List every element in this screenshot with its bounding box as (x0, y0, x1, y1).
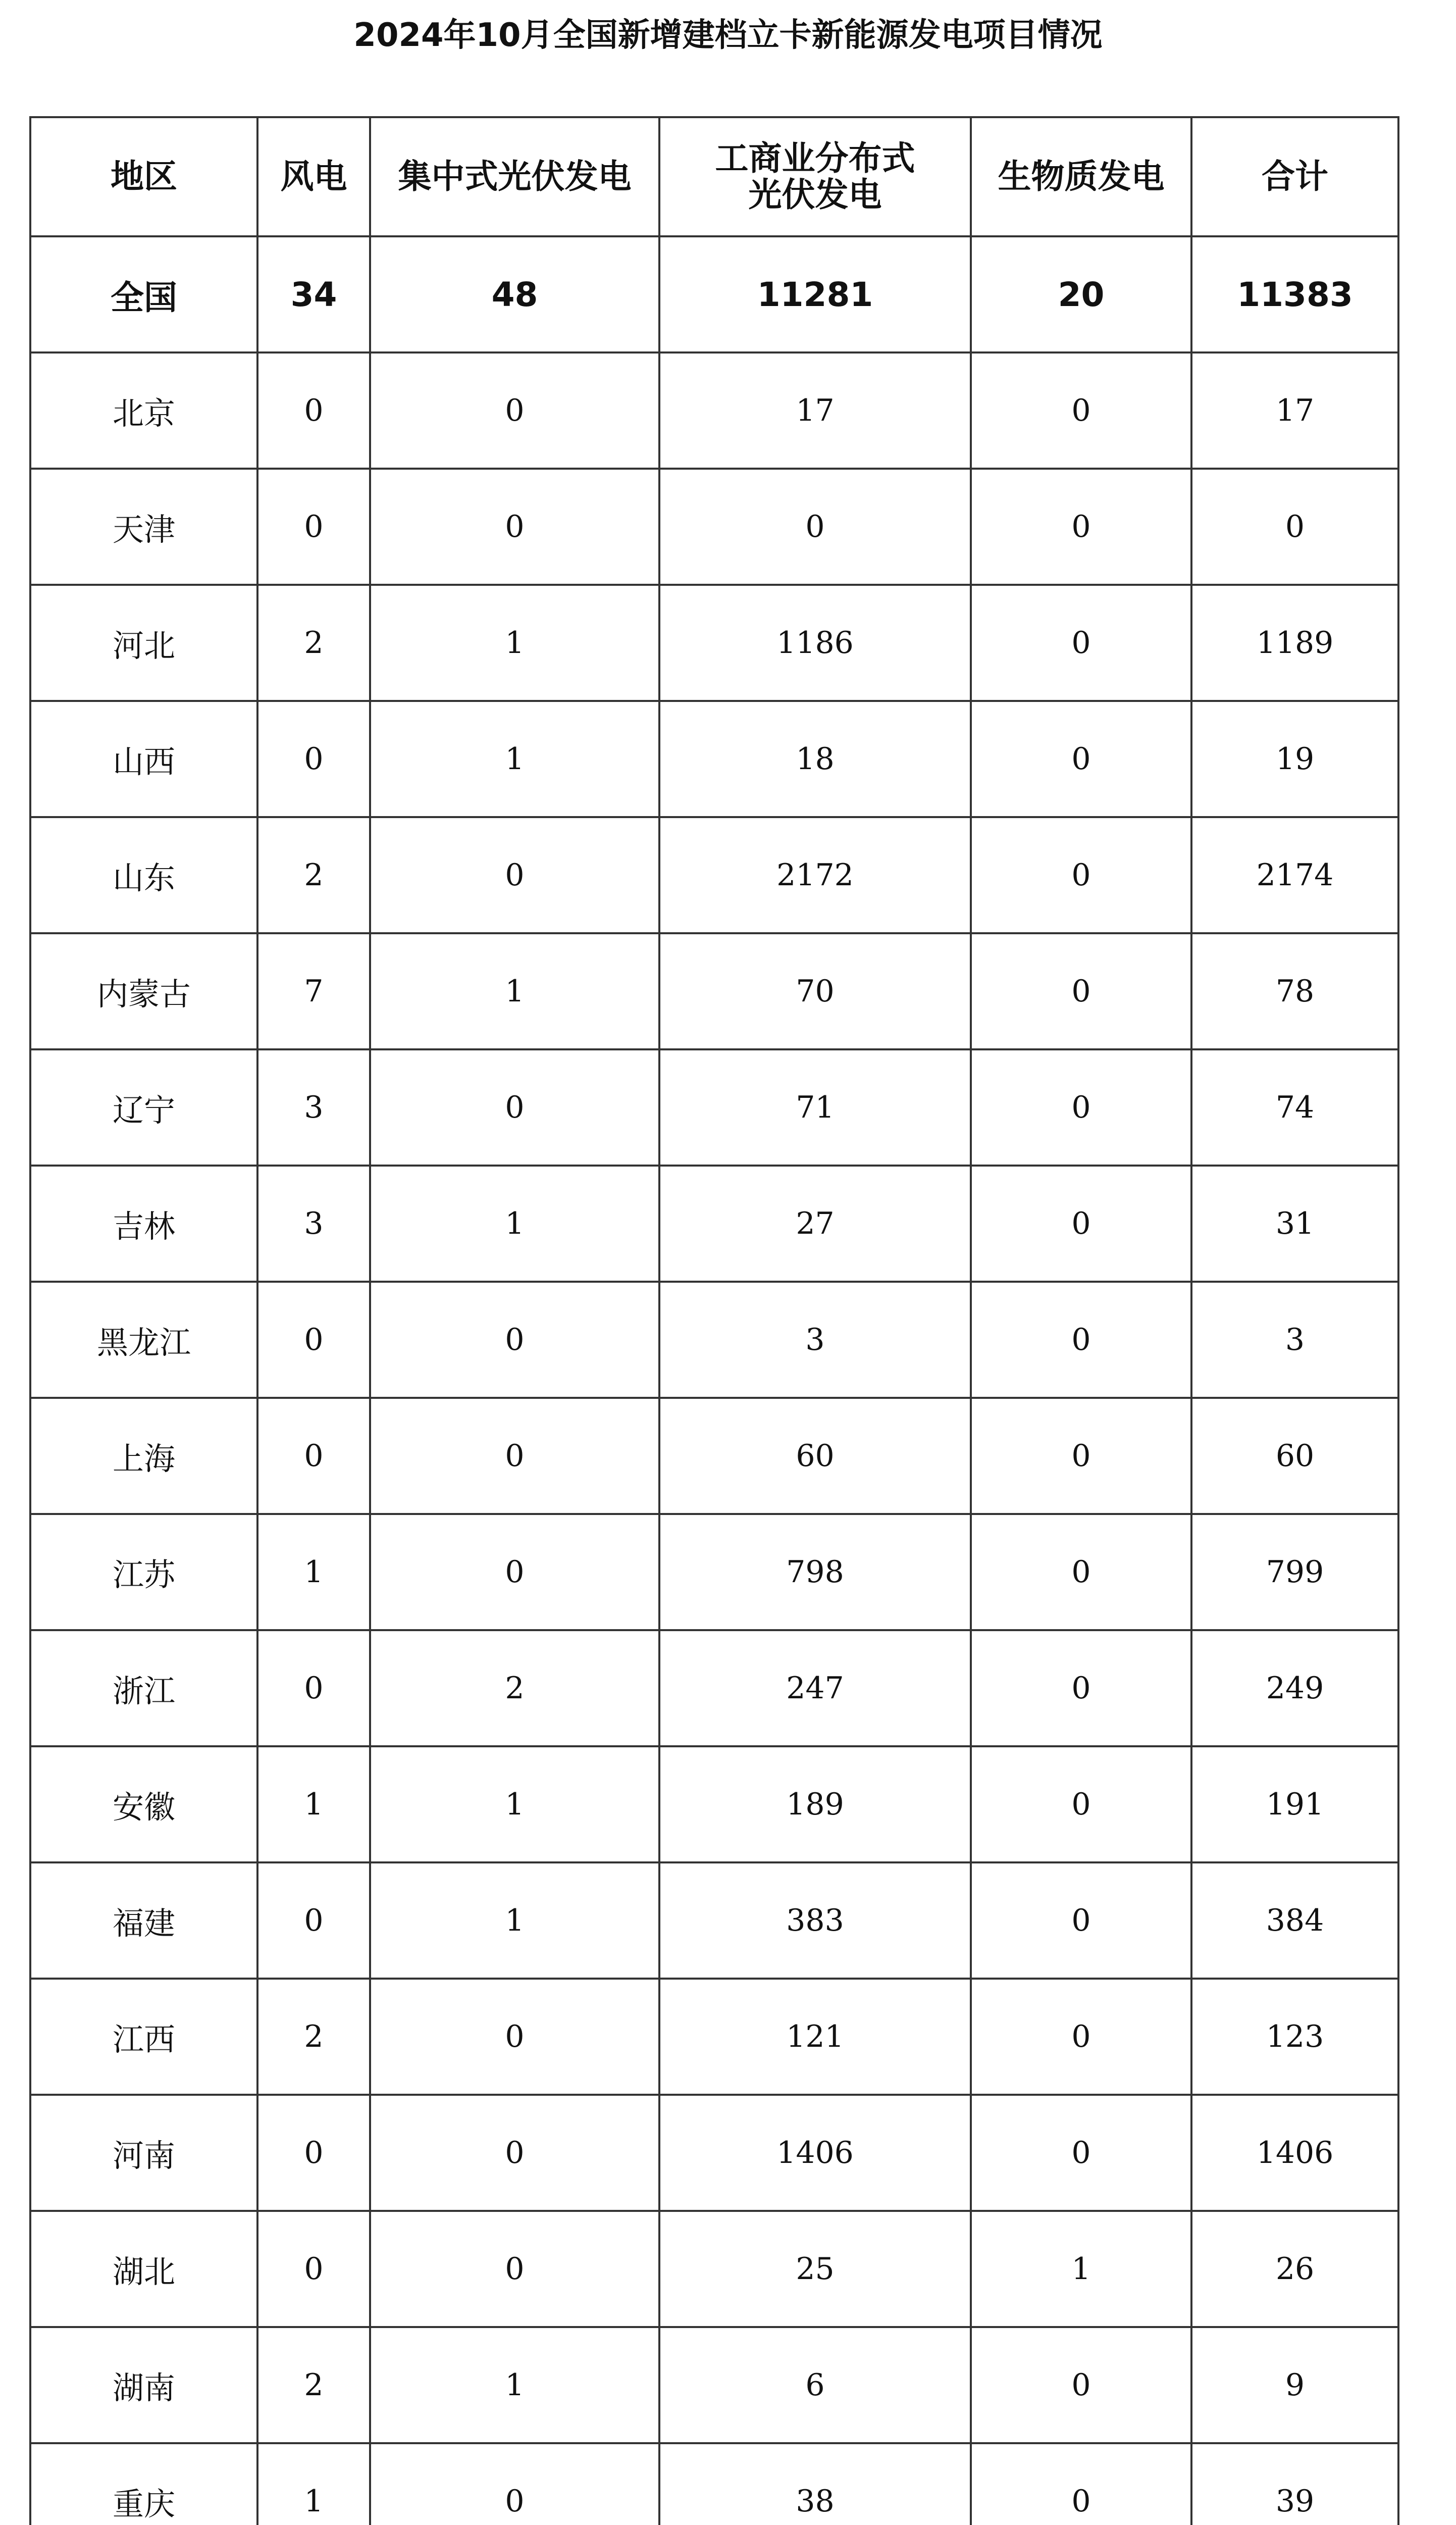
cell-central-pv: 1 (370, 585, 659, 701)
table-row (30, 469, 1398, 585)
cell-distributed-pv: 1406 (659, 2095, 971, 2211)
cell-biomass: 0 (971, 2095, 1191, 2211)
table-row (30, 1862, 1398, 1979)
cell-region: 上海 (30, 1398, 257, 1514)
cell-wind: 0 (257, 701, 370, 817)
cell-distributed-pv: 60 (659, 1398, 971, 1514)
cell-total: 74 (1191, 1049, 1398, 1166)
cell-region: 内蒙古 (30, 933, 257, 1049)
header-wind: 风电 (257, 117, 370, 236)
cell-biomass: 0 (971, 1398, 1191, 1514)
cell-wind: 0 (257, 352, 370, 469)
cell-biomass: 0 (971, 701, 1191, 817)
cell-distributed-pv: 71 (659, 1049, 971, 1166)
cell-biomass: 0 (971, 352, 1191, 469)
cell-central-pv: 0 (370, 1398, 659, 1514)
table-body (30, 236, 1398, 2525)
cell-total: 39 (1191, 2443, 1398, 2525)
table-row (30, 1282, 1398, 1398)
cell-distributed-pv: 70 (659, 933, 971, 1049)
cell-wind: 0 (257, 2211, 370, 2327)
cell-wind: 2 (257, 1979, 370, 2095)
cell-biomass: 0 (971, 1979, 1191, 2095)
cell-central-pv: 1 (370, 1746, 659, 1862)
cell-total: 17 (1191, 352, 1398, 469)
cell-central-pv: 1 (370, 1862, 659, 1979)
cell-distributed-pv: 247 (659, 1630, 971, 1746)
cell-total: 60 (1191, 1398, 1398, 1514)
cell-biomass: 0 (971, 585, 1191, 701)
cell-biomass: 0 (971, 469, 1191, 585)
cell-distributed-pv: 189 (659, 1746, 971, 1862)
table-row (30, 1049, 1398, 1166)
cell-central-pv: 0 (370, 2211, 659, 2327)
cell-total: 249 (1191, 1630, 1398, 1746)
header-region: 地区 (30, 117, 257, 236)
cell-central-pv: 1 (370, 701, 659, 817)
cell-biomass: 0 (971, 1630, 1191, 1746)
cell-distributed-pv: 18 (659, 701, 971, 817)
cell-central-pv: 0 (370, 352, 659, 469)
cell-region: 山东 (30, 817, 257, 933)
cell-wind: 1 (257, 2443, 370, 2525)
header-distributed-pv-line1: 工商业分布式 (715, 139, 915, 178)
projects-table (29, 116, 1399, 2525)
header-biomass: 生物质发电 (971, 117, 1191, 236)
cell-total: 26 (1191, 2211, 1398, 2327)
cell-biomass: 0 (971, 2327, 1191, 2443)
cell-total: 799 (1191, 1514, 1398, 1630)
header-distributed-pv-line2: 光伏发电 (748, 175, 882, 214)
cell-distributed-pv: 1186 (659, 585, 971, 701)
header-row (30, 117, 1398, 236)
cell-total: 2174 (1191, 817, 1398, 933)
table-row (30, 1514, 1398, 1630)
cell-biomass: 0 (971, 817, 1191, 933)
cell-region: 重庆 (30, 2443, 257, 2525)
cell-region: 湖北 (30, 2211, 257, 2327)
table-row (30, 585, 1398, 701)
table-row (30, 2211, 1398, 2327)
cell-distributed-pv: 383 (659, 1862, 971, 1979)
cell-region: 全国 (30, 236, 257, 352)
cell-region: 河北 (30, 585, 257, 701)
cell-wind: 0 (257, 1282, 370, 1398)
cell-central-pv: 0 (370, 1049, 659, 1166)
cell-wind: 3 (257, 1049, 370, 1166)
cell-central-pv: 1 (370, 2327, 659, 2443)
cell-biomass: 0 (971, 1049, 1191, 1166)
cell-distributed-pv: 121 (659, 1979, 971, 2095)
cell-region: 吉林 (30, 1166, 257, 1282)
cell-biomass: 0 (971, 1166, 1191, 1282)
cell-wind: 0 (257, 1398, 370, 1514)
cell-distributed-pv: 25 (659, 2211, 971, 2327)
cell-biomass: 0 (971, 1514, 1191, 1630)
cell-central-pv: 0 (370, 1514, 659, 1630)
table-row (30, 2443, 1398, 2525)
cell-total: 19 (1191, 701, 1398, 817)
cell-distributed-pv: 27 (659, 1166, 971, 1282)
cell-wind: 0 (257, 1862, 370, 1979)
cell-central-pv: 0 (370, 2095, 659, 2211)
table-row (30, 1630, 1398, 1746)
table-row (30, 701, 1398, 817)
cell-region: 天津 (30, 469, 257, 585)
cell-region: 浙江 (30, 1630, 257, 1746)
cell-region: 福建 (30, 1862, 257, 1979)
table-row (30, 2327, 1398, 2443)
table-row (30, 1166, 1398, 1282)
cell-region: 河南 (30, 2095, 257, 2211)
cell-total: 11383 (1191, 236, 1398, 352)
cell-wind: 0 (257, 2095, 370, 2211)
cell-region: 辽宁 (30, 1049, 257, 1166)
cell-distributed-pv: 3 (659, 1282, 971, 1398)
page-title: 2024年10月全国新增建档立卡新能源发电项目情况 (353, 17, 1103, 54)
cell-biomass: 1 (971, 2211, 1191, 2327)
cell-central-pv: 0 (370, 817, 659, 933)
cell-distributed-pv: 6 (659, 2327, 971, 2443)
table-header (30, 117, 1398, 236)
cell-total: 123 (1191, 1979, 1398, 2095)
cell-total: 3 (1191, 1282, 1398, 1398)
cell-central-pv: 0 (370, 1979, 659, 2095)
cell-central-pv: 2 (370, 1630, 659, 1746)
table-row (30, 1398, 1398, 1514)
cell-total: 191 (1191, 1746, 1398, 1862)
cell-total: 9 (1191, 2327, 1398, 2443)
table-row (30, 1746, 1398, 1862)
header-total: 合计 (1191, 117, 1398, 236)
cell-total: 1189 (1191, 585, 1398, 701)
cell-wind: 7 (257, 933, 370, 1049)
cell-region: 江西 (30, 1979, 257, 2095)
cell-total: 0 (1191, 469, 1398, 585)
cell-wind: 2 (257, 2327, 370, 2443)
cell-wind: 34 (257, 236, 370, 352)
table-row (30, 817, 1398, 933)
cell-biomass: 0 (971, 1862, 1191, 1979)
table-row (30, 933, 1398, 1049)
cell-distributed-pv: 38 (659, 2443, 971, 2525)
cell-wind: 3 (257, 1166, 370, 1282)
cell-central-pv: 0 (370, 1282, 659, 1398)
cell-biomass: 0 (971, 1282, 1191, 1398)
cell-wind: 1 (257, 1746, 370, 1862)
cell-region: 北京 (30, 352, 257, 469)
cell-distributed-pv: 17 (659, 352, 971, 469)
cell-biomass: 0 (971, 1746, 1191, 1862)
cell-biomass: 0 (971, 933, 1191, 1049)
cell-region: 安徽 (30, 1746, 257, 1862)
cell-total: 384 (1191, 1862, 1398, 1979)
cell-central-pv: 0 (370, 469, 659, 585)
cell-total: 78 (1191, 933, 1398, 1049)
cell-central-pv: 0 (370, 2443, 659, 2525)
table-row (30, 2095, 1398, 2211)
cell-total: 31 (1191, 1166, 1398, 1282)
cell-total: 1406 (1191, 2095, 1398, 2211)
cell-central-pv: 1 (370, 933, 659, 1049)
cell-biomass: 0 (971, 2443, 1191, 2525)
cell-wind: 2 (257, 585, 370, 701)
cell-wind: 1 (257, 1514, 370, 1630)
cell-biomass: 20 (971, 236, 1191, 352)
header-central-pv: 集中式光伏发电 (370, 117, 659, 236)
cell-region: 黑龙江 (30, 1282, 257, 1398)
cell-distributed-pv: 798 (659, 1514, 971, 1630)
cell-central-pv: 48 (370, 236, 659, 352)
header-distributed-pv (659, 117, 971, 236)
cell-region: 湖南 (30, 2327, 257, 2443)
cell-distributed-pv: 2172 (659, 817, 971, 933)
table-row (30, 352, 1398, 469)
cell-region: 山西 (30, 701, 257, 817)
cell-wind: 2 (257, 817, 370, 933)
cell-central-pv: 1 (370, 1166, 659, 1282)
cell-wind: 0 (257, 469, 370, 585)
total-row (30, 236, 1398, 352)
cell-region: 江苏 (30, 1514, 257, 1630)
cell-distributed-pv: 11281 (659, 236, 971, 352)
cell-distributed-pv: 0 (659, 469, 971, 585)
table-row (30, 1979, 1398, 2095)
cell-wind: 0 (257, 1630, 370, 1746)
